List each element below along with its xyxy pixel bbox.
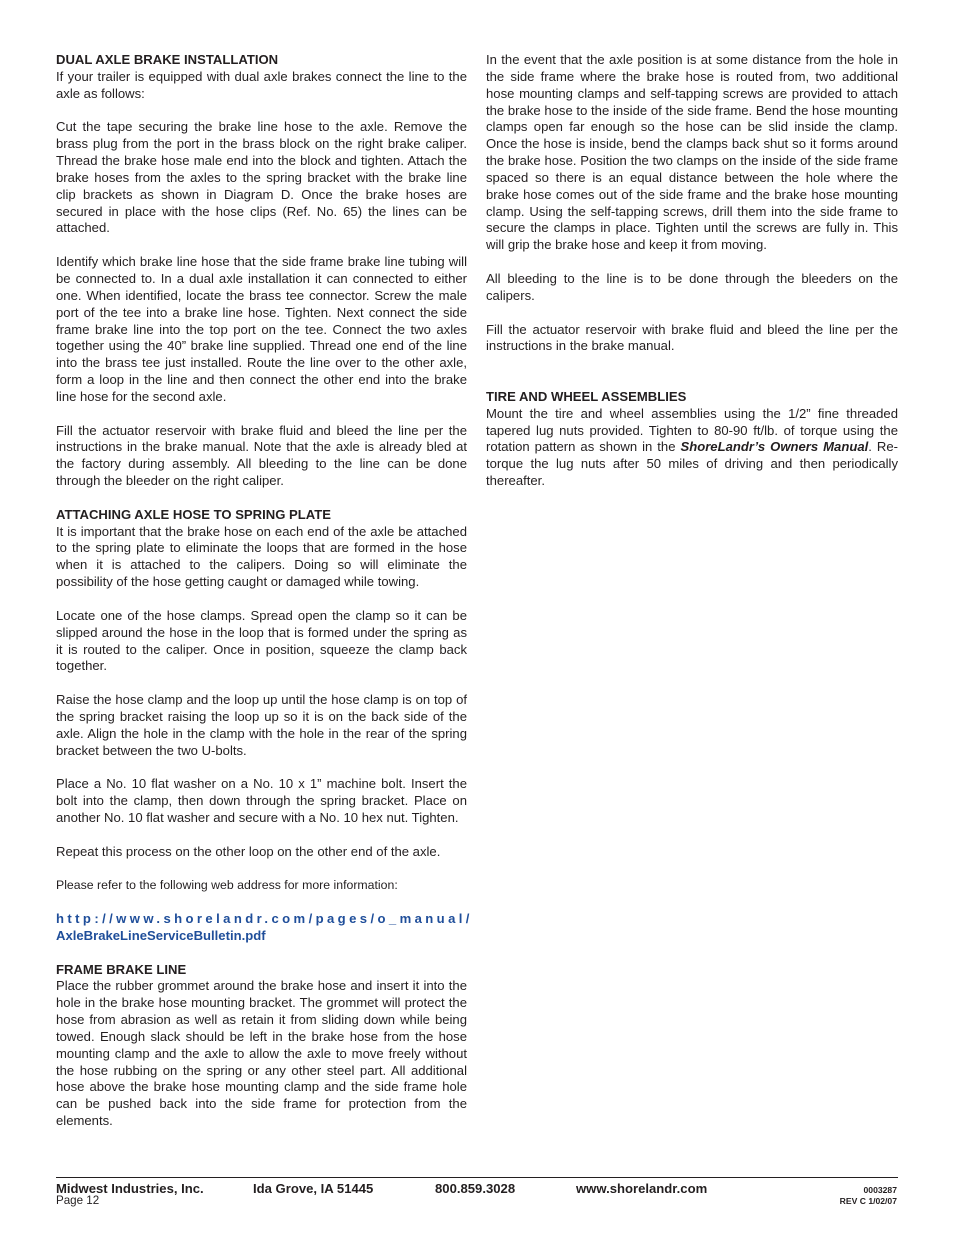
dual-axle-fill-reservoir-paragraph: Fill the actuator reservoir with brake fluid and bleed the line per the instructions in the brake manual. Note that the axle is already bled at the factory during assembly. All bleeding to the line can be done through the bleeder on the right caliper. xyxy=(56,422,467,489)
tire-wheel-text-before: Mount the tire and wheel assemblies using the 1/2” fine threaded tapered lug nuts provided. Tighten to 80-90 ft/lb. of torque using the rotation pattern as shown in the xyxy=(486,405,898,455)
fill-reservoir-paragraph: Fill the actuator reservoir with brake fluid and bleed the line per the instructions in the brake manual. xyxy=(486,321,898,354)
service-bulletin-link[interactable] xyxy=(56,911,473,945)
footer-phone: 800.859.3028 xyxy=(435,1181,516,1196)
footer-divider xyxy=(56,1177,898,1178)
service-bulletin-link-line2[interactable]: AxleBrakeLineServiceBulletin.pdf xyxy=(56,927,266,943)
right-column xyxy=(486,52,898,490)
attaching-axle-hose-heading: ATTACHING AXLE HOSE TO SPRING PLATE xyxy=(56,506,331,522)
owners-manual-title: ShoreLandr’s Owners Manual xyxy=(680,439,869,455)
tire-wheel-heading: TIRE AND WHEEL ASSEMBLIES xyxy=(486,388,687,404)
footer-website[interactable]: www.shorelandr.com xyxy=(576,1181,708,1196)
tire-wheel-paragraph xyxy=(486,406,898,490)
attaching-locate-clamp-paragraph: Locate one of the hose clamps. Spread open the clamp so it can be slipped around the hose in the loop that is formed under the spring as it is routed to the caliper. Once in position, squeeze the clamp back together. xyxy=(56,607,467,674)
bleeding-paragraph: All bleeding to the line is to be done through the bleeders on the calipers. xyxy=(486,270,898,303)
side-frame-clamps-paragraph: In the event that the axle position is at some distance from the hole in the side frame where the brake hose is routed from, two additional hose mounting clamps and self-tapping screws are provided to attach the brake hose to the inside of the side frame. Bend the hose mounting clamps open far enough so the hose can be slid inside the clamp. Once the hose is inside, bend the clamps back shut so it forms around the brake hose. Position the two clamps on the inside of the side frame spaced so there is an equal distance between the hole where the brake hose comes out of the side frame and the brake hose mounting clamp. Using the self-tapping screws, drill them into the side frame to secure the clamps in place. Tighten until the screws are fully in. This will grip the brake hose and keep it from moving. xyxy=(486,52,898,253)
attaching-washer-paragraph: Place a No. 10 flat washer on a No. 10 x 1” machine bolt. Insert the bolt into the clamp, then down through the spring bracket. Place on another No. 10 flat washer and secure with a No. 10 hex nut. Tighten. xyxy=(56,776,467,825)
refer-web-address-text: Please refer to the following web address for more information: xyxy=(56,878,398,893)
tire-wheel-text-after: . Re-torque the lug nuts after 50 miles of driving and then periodically thereafter. xyxy=(486,439,898,489)
dual-axle-cut-tape-paragraph: Cut the tape securing the brake line hose to the axle. Remove the brass plug from the port in the brass block on the right brake caliper. Thread the brake hose male end into the block and tighten. Attach the brake hoses from the axles to the spring bracket with the brake line clip brackets as shown in Diagram D. Once the brake hoses are secured in place with the hose clips (Ref. No. 65) the lines can be attached. xyxy=(56,119,467,236)
left-column xyxy=(56,52,473,1130)
revision-label: REV C 1/02/07 xyxy=(839,1196,897,1206)
document-number: 0003287 xyxy=(863,1185,897,1195)
attaching-raise-clamp-paragraph: Raise the hose clamp and the loop up until the hose clamp is on top of the spring bracket raising the loop up so it is on the back side of the axle. Align the hole in the clamp with the hole in the rear of the spring bracket between the two U-bolts. xyxy=(56,692,467,758)
service-bulletin-link-line1[interactable]: http://www.shorelandr.com/pages/o_manual/ xyxy=(56,911,473,927)
attaching-importance-paragraph: It is important that the brake hose on each end of the axle be attached to the spring plate to eliminate the loops that are formed in the hose when it is attached to the calipers. Doing so will eliminate the possibility of the hose getting caught or damaged while towing. xyxy=(56,523,467,590)
dual-axle-heading: DUAL AXLE BRAKE INSTALLATION xyxy=(56,52,279,67)
dual-axle-intro: If your trailer is equipped with dual axle brakes connect the line to the axle as follows: xyxy=(56,68,467,101)
attaching-repeat-paragraph: Repeat this process on the other loop on the other end of the axle. xyxy=(56,843,441,859)
footer-company: Midwest Industries, Inc. xyxy=(56,1181,204,1196)
document-number-block xyxy=(840,1185,897,1207)
frame-brake-line-heading: FRAME BRAKE LINE xyxy=(56,961,187,977)
footer-city: Ida Grove, IA 51445 xyxy=(253,1181,374,1196)
page-number: Page 12 xyxy=(56,1194,100,1207)
frame-brake-line-paragraph: Place the rubber grommet around the brake hose and insert it into the hole in the brake hose mounting bracket. The grommet will protect the hose from abrasion as well as retain it from sliding down while being towed. Enough slack should be left in the brake hose from the hose mounting clamp and the axle to allow the axle to move freely without the hose rubbing on the spring or any other steel part. All additional hose above the brake hose mounting clamp and the side frame hole can be pushed back into the side frame for protection from the elements. xyxy=(56,978,467,1129)
dual-axle-identify-paragraph: Identify which brake line hose that the side frame brake line tubing will be connected to. In a dual axle installation it can connected to either one. When identified, locate the brass tee connector. Screw the male port of the tee into a brake line hose. Tighten. Next connect the side frame brake line into the top port on the tee. Connect the two axles together using the 40” brake line supplied. Thread one end of the line into the brass tee just installed. Route the line over to the other axle, form a loop in the line and then connect the other end into the brake line hose for the second axle. xyxy=(56,254,467,404)
